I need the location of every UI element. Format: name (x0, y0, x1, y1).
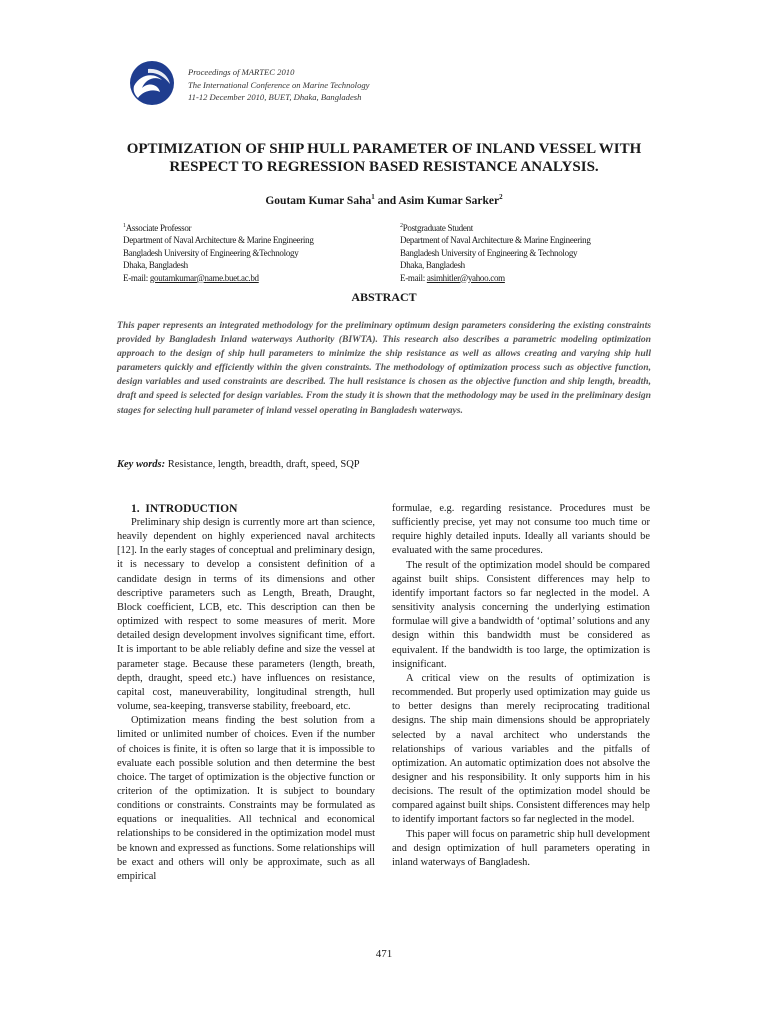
affiliation-superscript: 1 (123, 223, 126, 229)
author-name: Asim Kumar Sarker (398, 194, 500, 207)
affiliation-university: Bangladesh University of Engineering & Technology (400, 247, 578, 258)
affiliation-role: Postgraduate Student (402, 223, 473, 233)
affiliation-university: Bangladesh University of Engineering &Technology (123, 247, 299, 258)
author-conjunction: and (374, 194, 399, 207)
right-column (392, 502, 650, 870)
martec-logo-icon (128, 60, 176, 106)
body-paragraph: Preliminary ship design is currently more art than science, heavily dependent on highly experienced naval architects [12]. In the early stages of conceptual and preliminary design, it is necessary to develop a consistent definition of a candidate design in terms of its dimensions and other descriptive parameters such as Length, Breath, Draught, Block coefficient, LCB, etc. This description can then be optimized with respect to some measures of merit. More detailed design development involves significant time, effort. It is important to be able reliably define and size the vessel at parameter stage. Because these parameters (length, breath, depth, draught, speed etc.) have influences on resistance, capital cost, maneuverability, longitudinal strength, hull volume, sea-keeping, transverse stability, freeboard, etc. (117, 517, 375, 713)
affiliation-2 (400, 220, 660, 284)
email-label: E-mail: (400, 272, 427, 283)
paper-title (90, 140, 678, 176)
date-venue-line: 11-12 December 2010, BUET, Dhaka, Bangladesh (188, 92, 362, 102)
left-column (117, 502, 375, 884)
authors (0, 193, 768, 207)
email-link[interactable]: asimhitler@yahoo.com (426, 272, 505, 283)
author-name: Goutam Kumar Saha (265, 194, 372, 207)
body-paragraph: Optimization means finding the best solution from a limited or unlimited number of choices. Even if the number of choices is finite, it is often so large that it is impossible to evaluate each possible solution and then determine the best choice. The target of optimization is the objective function or criterion of the optimization. It is subject to boundary conditions or constraints. Constraints may be formulated as equations or inequalities. All technical and economical relationships to be considered in the optimization model must be known and expressed as functions. Some relationships will be exact and others will only be approximate, such as all empirical (117, 715, 375, 882)
keywords-label: Key words: (117, 459, 166, 470)
abstract-heading: ABSTRACT (351, 290, 417, 304)
abstract-text: This paper represents an integrated methodology for the preliminary optimum design parameters considering the existing constraints provided by Bangladesh Inland waterways Authority (BIWTA). This research also describes a parametric modeling optimization approach to the design of ship hull parameters to minimize the ship resistance as well as allows creating and varying ship hull parameters quickly and efficiently within the given constraints. The methodology of optimization process such as objective function, design variables and used constraints are described. The hull resistance is chosen as the objective function and ship length, breadth, draft and speed is selected for design variables. From the study it is shown that the methodology may be used in the preliminary design stages for selecting hull parameter of inland vessel operating in Bangladesh waterways. (117, 320, 651, 416)
author-superscript: 1 (371, 193, 375, 201)
keywords-text: Resistance, length, breadth, draft, speed, SQP (165, 459, 360, 470)
keywords (117, 459, 360, 470)
affiliation-1 (123, 220, 383, 284)
conference-line: The International Conference on Marine Technology (188, 79, 370, 90)
affiliation-department: Department of Naval Architecture & Marine Engineering (400, 235, 591, 246)
affiliation-city: Dhaka, Bangladesh (400, 260, 465, 271)
page-number: 471 (375, 948, 393, 960)
author-superscript: 2 (499, 193, 503, 201)
proceedings-line: Proceedings of MARTEC 2010 (188, 67, 295, 77)
email-link[interactable]: goutamkumar@name.buet.ac.bd (149, 272, 259, 283)
affiliation-department: Department of Naval Architecture & Marine Engineering (123, 235, 314, 246)
affiliation-city: Dhaka, Bangladesh (123, 260, 188, 271)
body-paragraph: A critical view on the results of optimization is recommended. But properly used optimization may guide us to better designs than merely reciprocating traditional designs. The ship main dimensions should be appropriately selected by a naval architect who understands the relationships of various variables and the pitfalls of optimization. An automatic optimization does not absolve the designer and his responsibility. It only supports him in his decisions. The result of the optimization model should be compared against built ships. Consistent differences may help to identify important factors so far neglected in the model. (392, 672, 650, 826)
title-line: OPTIMIZATION OF SHIP HULL PARAMETER OF INLAND VESSEL WITH (126, 141, 642, 157)
affiliation-superscript: 2 (400, 223, 403, 229)
body-paragraph: This paper will focus on parametric ship hull development and design optimization of hull parameters operating in inland waterways of Bangladesh. (392, 828, 650, 868)
email-label: E-mail: (123, 272, 150, 283)
affiliation-role: Associate Professor (125, 223, 192, 233)
title-line: RESPECT TO REGRESSION BASED RESISTANCE ANALYSIS. (169, 159, 599, 175)
body-paragraph: formulae, e.g. regarding resistance. Procedures must be sufficiently precise, yet may not consume too much time or require highly detailed inputs. Ideally all variants should be evaluated with the same procedures. (392, 503, 650, 557)
section-heading: 1. INTRODUCTION (131, 503, 238, 515)
body-paragraph: The result of the optimization model should be compared against built ships. Consistent differences may help to identify important factors so far neglected in the model. A sensitivity analysis concerning the underlying estimation formulae will give a bandwidth of ‘optimal’ solutions and any design within this bandwidth must be considered as equivalent. If the bandwidth is too large, the optimization is insignificant. (392, 559, 650, 670)
proceedings-header (188, 66, 369, 104)
